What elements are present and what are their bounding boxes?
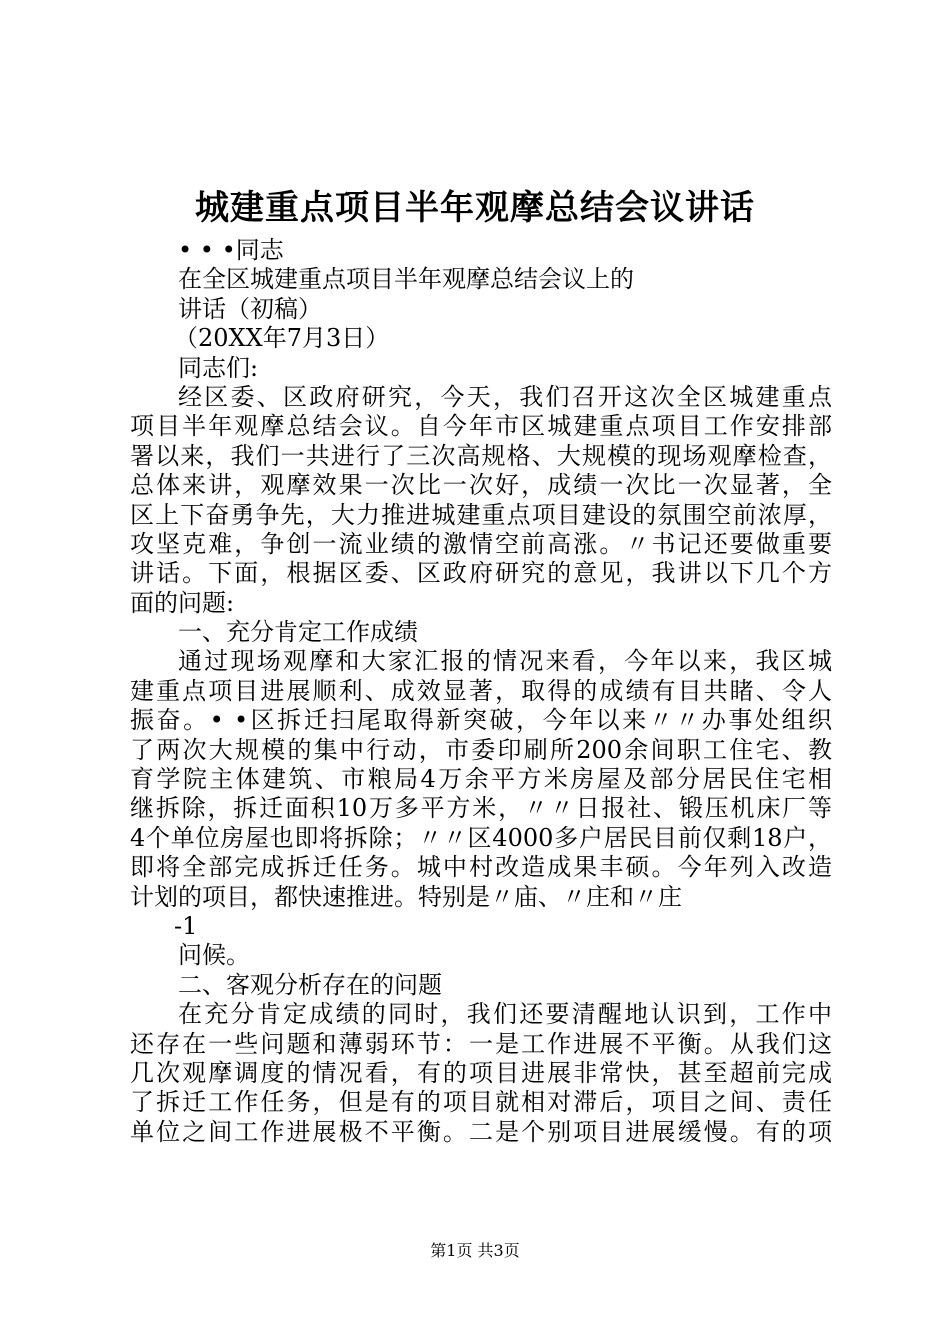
text-line: 问候。 — [178, 941, 250, 970]
paragraph-line: 了拆迁工作任务，但是有的项目就相对滞后，项目之间、责任 — [130, 1088, 832, 1117]
text-line: • • •同志 — [178, 236, 284, 264]
paragraph-line: 面的问题: — [130, 588, 235, 617]
paragraph-line: 区上下奋勇争先，大力推进城建重点项目建设的氛围空前浓厚， — [130, 500, 832, 529]
paragraph-line: 项目半年观摩总结会议。自今年市区城建重点项目工作安排部 — [130, 412, 832, 441]
paragraph-line: 继拆除，拆迁面积10万多平方米，〃〃日报社、锻压机床厂等 — [130, 794, 832, 823]
document-title: 城建重点项目半年观摩总结会议讲话 — [195, 188, 755, 228]
text-line: 讲话（初稿） — [178, 294, 322, 323]
paragraph-line: 计划的项目，都快速推进。特别是〃庙、〃庄和〃庄 — [130, 882, 682, 911]
paragraph-line: 在充分肯定成绩的同时，我们还要清醒地认识到，工作中 — [178, 1000, 832, 1029]
paragraph-line: 署以来，我们一共进行了三次高规格、大规模的现场观摩检查， — [130, 441, 832, 470]
paragraph-line: 总体来讲，观摩效果一次比一次好，成绩一次比一次显著，全 — [130, 471, 832, 500]
paragraph-line: 单位之间工作进展极不平衡。二是个别项目进展缓慢。有的项 — [130, 1117, 832, 1146]
salutation: 同志们: — [178, 353, 259, 382]
text-line: 在全区城建重点项目半年观摩总结会议上的 — [178, 265, 634, 294]
paragraph-line: 建重点项目进展顺利、成效显著，取得的成绩有目共睹、令人 — [130, 676, 832, 705]
paragraph-line: 还存在一些问题和薄弱环节：一是工作进展不平衡。从我们这 — [130, 1029, 832, 1058]
paragraph-line: 即将全部完成拆迁任务。城中村改造成果丰硕。今年列入改造 — [130, 853, 832, 882]
section-heading: 一、充分肯定工作成绩 — [178, 618, 418, 647]
document-body — [130, 236, 832, 1147]
paragraph-line: 4个单位房屋也即将拆除；〃〃区4000多户居民目前仅剩18户， — [130, 823, 832, 852]
paragraph-line: 通过现场观摩和大家汇报的情况来看，今年以来，我区城 — [178, 647, 832, 676]
paragraph-line: 讲话。下面，根据区委、区政府研究的意见，我讲以下几个方 — [130, 559, 832, 588]
inline-page-marker: -1 — [174, 911, 198, 940]
text-line: （20XX年7月3日） — [174, 324, 390, 353]
paragraph-line: 振奋。• •区拆迁扫尾取得新突破，今年以来〃〃办事处组织 — [130, 706, 832, 735]
paragraph-line: 了两次大规模的集中行动，市委印刷所200余间职工住宅、教 — [130, 735, 832, 764]
paragraph-line: 育学院主体建筑、市粮局4万余平方米房屋及部分居民住宅相 — [130, 765, 832, 794]
page-number-footer: 第1页 共3页 — [430, 1241, 520, 1260]
section-heading: 二、客观分析存在的问题 — [178, 970, 442, 999]
paragraph-line: 经区委、区政府研究，今天，我们召开这次全区城建重点 — [178, 382, 832, 411]
paragraph-line: 攻坚克难，争创一流业绩的激情空前高涨。〃书记还要做重要 — [130, 529, 832, 558]
paragraph-line: 几次观摩调度的情况看，有的项目进展非常快，甚至超前完成 — [130, 1058, 832, 1087]
